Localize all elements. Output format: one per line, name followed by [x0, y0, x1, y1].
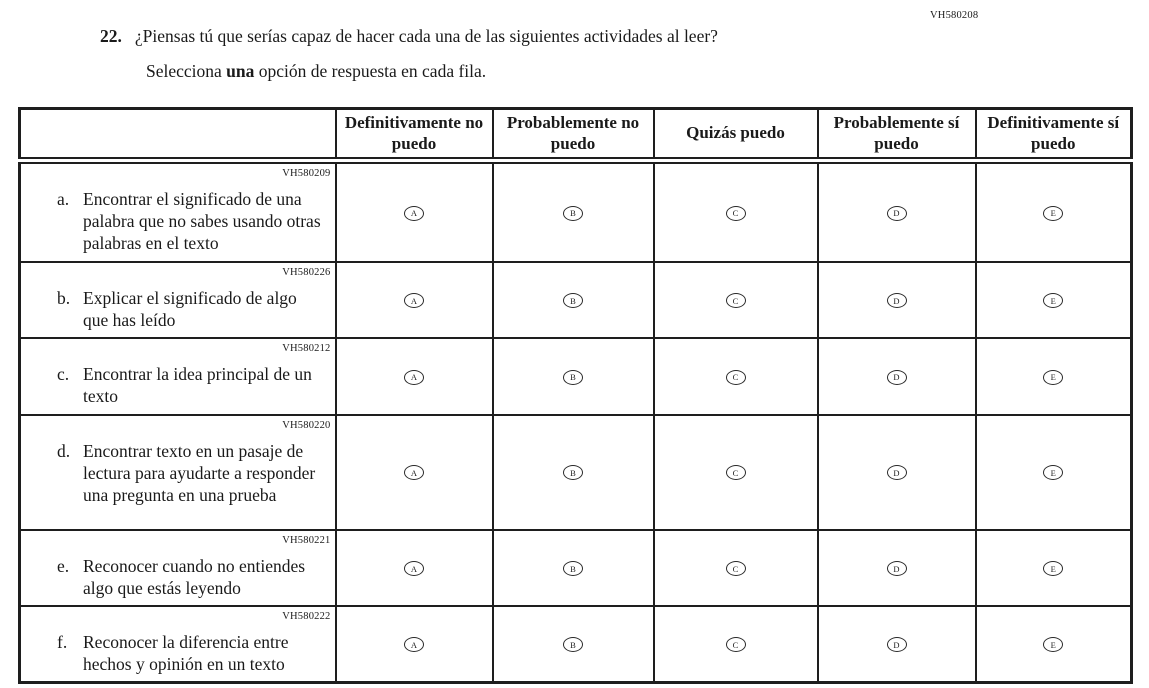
option-cell [336, 262, 493, 338]
activity-description: Reconocer la diferencia entre hechos y opinión en un texto [83, 631, 289, 675]
instruction-prefix: Selecciona [146, 60, 227, 81]
option-cell [976, 161, 1132, 262]
answer-bubble-e[interactable]: E [1043, 465, 1063, 480]
answer-bubble-c[interactable]: C [726, 561, 746, 576]
row-letter: c. [57, 364, 70, 385]
activity-text [57, 287, 331, 331]
instruction-suffix: opción de respuesta en cada fila. [254, 60, 487, 81]
answer-bubble-e[interactable]: E [1043, 637, 1063, 652]
answer-bubble-d[interactable]: D [887, 206, 907, 221]
answer-bubble-d[interactable]: D [887, 370, 907, 385]
answer-bubble-a[interactable]: A [404, 206, 424, 221]
activity-cell [20, 161, 336, 262]
option-cell [336, 415, 493, 530]
option-cell [493, 338, 654, 414]
table-row [20, 415, 1132, 530]
question-text: ¿Piensas tú que serías capaz de hacer cada una de las siguientes actividades al leer? [134, 26, 718, 46]
option-cell [818, 530, 976, 606]
row-letter: b. [57, 287, 71, 308]
option-cell [493, 530, 654, 606]
question-number: 22. [100, 26, 122, 46]
activity-cell [20, 338, 336, 414]
answer-bubble-d[interactable]: D [887, 561, 907, 576]
answer-bubble-a[interactable]: A [404, 293, 424, 308]
option-cell [818, 338, 976, 414]
option-cell [818, 262, 976, 338]
activity-text [57, 440, 331, 507]
option-cell [818, 161, 976, 262]
answer-bubble-e[interactable]: E [1043, 370, 1063, 385]
table-row [20, 530, 1132, 606]
column-header-quizas-puedo: Quizás puedo [654, 109, 818, 161]
answer-bubble-e[interactable]: E [1043, 293, 1063, 308]
option-cell [818, 415, 976, 530]
row-letter: e. [57, 555, 70, 576]
option-cell [654, 415, 818, 530]
row-item-code: VH580209 [282, 168, 331, 179]
option-cell [654, 606, 818, 683]
activity-cell [20, 530, 336, 606]
option-cell [493, 161, 654, 262]
activity-text [57, 188, 331, 255]
option-cell [654, 338, 818, 414]
option-cell [976, 338, 1132, 414]
table-row [20, 161, 1132, 262]
option-cell [976, 606, 1132, 683]
option-cell [336, 161, 493, 262]
answer-bubble-d[interactable]: D [887, 637, 907, 652]
answer-bubble-e[interactable]: E [1043, 206, 1063, 221]
option-cell [976, 415, 1132, 530]
answer-bubble-c[interactable]: C [726, 637, 746, 652]
activity-description: Reconocer cuando no entiendes algo que estás leyendo [83, 555, 306, 598]
row-item-code: VH580220 [282, 419, 331, 431]
table-row [20, 338, 1132, 414]
answer-bubble-b[interactable]: B [563, 206, 583, 221]
activity-cell [20, 415, 336, 530]
row-letter: d. [57, 440, 71, 461]
table-row [20, 606, 1132, 683]
activity-description: Encontrar la idea principal de un texto [83, 364, 312, 407]
activity-text [57, 631, 331, 675]
option-cell [493, 262, 654, 338]
row-item-code: VH580222 [282, 610, 331, 622]
table-body [20, 161, 1132, 683]
option-cell [818, 606, 976, 683]
option-cell [976, 530, 1132, 606]
column-header-definitivamente-no-puedo: Definitivamente no puedo [336, 109, 493, 161]
row-item-code: VH580221 [282, 534, 331, 546]
answer-bubble-d[interactable]: D [887, 465, 907, 480]
answer-bubble-b[interactable]: B [563, 293, 583, 308]
answer-bubble-e[interactable]: E [1043, 561, 1063, 576]
answer-bubble-a[interactable]: A [404, 561, 424, 576]
answer-bubble-d[interactable]: D [887, 293, 907, 308]
answer-bubble-b[interactable]: B [563, 637, 583, 652]
page-item-code: VH580208 [930, 10, 979, 21]
answer-bubble-a[interactable]: A [404, 370, 424, 385]
column-header-definitivamente-si-puedo: Definitivamente sí puedo [976, 109, 1132, 161]
question-line [100, 26, 1000, 48]
blank-header-cell [20, 109, 336, 161]
answer-bubble-c[interactable]: C [726, 293, 746, 308]
option-cell [493, 606, 654, 683]
answer-bubble-a[interactable]: A [404, 465, 424, 480]
option-cell [336, 606, 493, 683]
activity-text [57, 363, 331, 407]
answer-bubble-c[interactable]: C [726, 206, 746, 221]
answer-bubble-c[interactable]: C [726, 370, 746, 385]
answer-bubble-b[interactable]: B [563, 465, 583, 480]
activity-cell [20, 262, 336, 338]
option-cell [493, 415, 654, 530]
answer-bubble-b[interactable]: B [563, 561, 583, 576]
answer-bubble-c[interactable]: C [726, 465, 746, 480]
activity-description: Encontrar texto en un pasaje de lectura para ayudarte a responder una pregunta en una prueba [83, 440, 316, 505]
activity-text [57, 555, 331, 599]
question-block [100, 26, 1000, 83]
option-cell [654, 262, 818, 338]
row-item-code: VH580212 [282, 343, 331, 355]
instruction-text [146, 61, 1000, 83]
activity-cell [20, 606, 336, 683]
row-letter: f. [57, 631, 68, 652]
option-cell [654, 161, 818, 262]
row-letter: a. [57, 189, 70, 209]
answer-bubble-b[interactable]: B [563, 370, 583, 385]
activity-description: Encontrar el significado de una palabra que no sabes usando otras palabras en el texto [83, 189, 321, 254]
response-matrix-table [18, 107, 1133, 684]
table-header [20, 109, 1132, 161]
option-cell [654, 530, 818, 606]
answer-bubble-a[interactable]: A [404, 637, 424, 652]
table-row [20, 262, 1132, 338]
option-cell [976, 262, 1132, 338]
activity-description: Explicar el significado de algo que has leído [83, 287, 297, 330]
column-header-probablemente-si-puedo: Probablemente sí puedo [818, 109, 976, 161]
instruction-bold-word: una [226, 60, 255, 81]
option-cell [336, 530, 493, 606]
column-header-probablemente-no-puedo: Probablemente no puedo [493, 109, 654, 161]
option-cell [336, 338, 493, 414]
row-item-code: VH580226 [282, 266, 331, 278]
